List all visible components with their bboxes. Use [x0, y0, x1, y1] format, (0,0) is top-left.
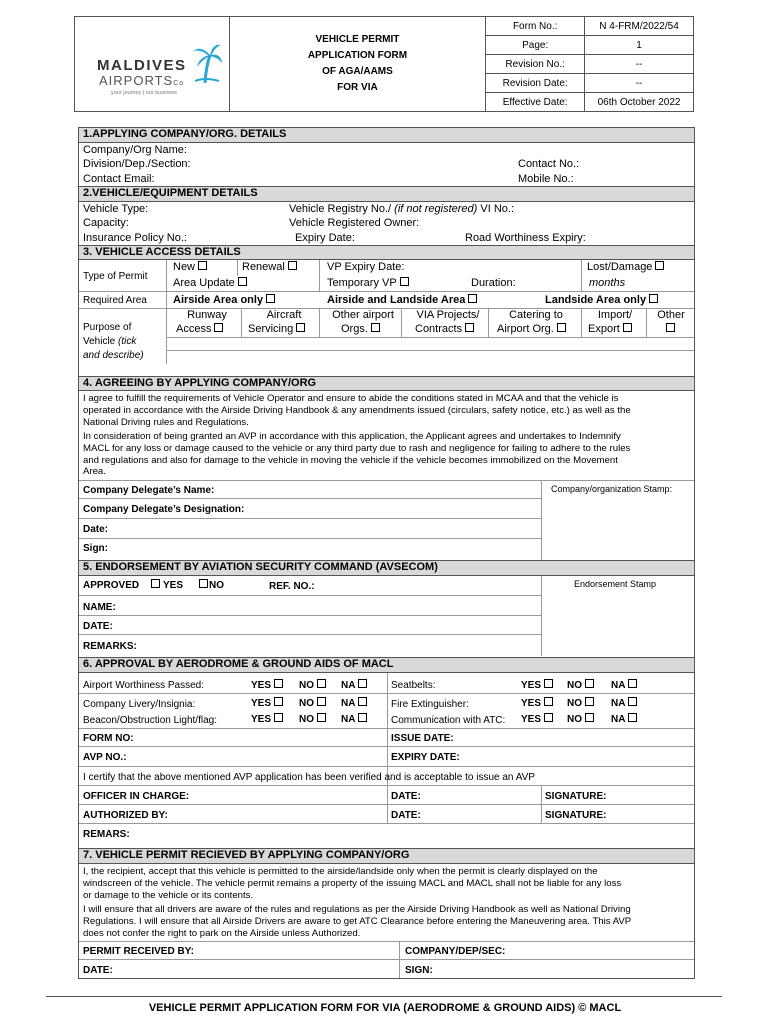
logo-tagline: your journey | our business	[111, 90, 177, 96]
check-na[interactable]: NA	[341, 713, 367, 726]
runway-access-label: Access	[176, 323, 212, 335]
purpose-label-2: Vehicle	[83, 336, 116, 347]
check-label: Communication with ATC:	[391, 715, 506, 726]
via-contracts-label: Contracts	[415, 323, 463, 335]
check-label: Airport Worthiness Passed:	[83, 680, 204, 691]
meta-label: Form No.:	[486, 17, 585, 36]
check-yes[interactable]: YES	[521, 679, 553, 692]
avp-no-field[interactable]: AVP NO.:	[83, 752, 127, 763]
meta-value: 06th October 2022	[585, 93, 694, 112]
avsecom-remarks-field[interactable]: REMARKS:	[83, 641, 137, 652]
check-label: Company Livery/Insignia:	[83, 699, 196, 710]
registry-note: (if not registered)	[394, 203, 478, 215]
section-7-title: 7. VEHICLE PERMIT RECIEVED BY APPLYING COMPANY/ORG	[79, 848, 694, 864]
airside-label: Airside Area only	[173, 294, 264, 306]
meta-value: --	[585, 74, 694, 93]
meta-label: Page:	[486, 36, 585, 55]
section-4-title: 4. AGREEING BY APPLYING COMPANY/ORG	[79, 376, 694, 391]
officer-signature-field[interactable]: SIGNATURE:	[545, 791, 607, 802]
receipt-date-field[interactable]: DATE:	[83, 965, 113, 976]
section-3-title: 3. VEHICLE ACCESS DETAILS	[79, 245, 694, 260]
mobile-field[interactable]: Mobile No.:	[518, 173, 574, 185]
company-name-field[interactable]: Company/Org Name:	[83, 144, 187, 156]
officer-date-field[interactable]: DATE:	[391, 791, 421, 802]
duration-field[interactable]: Duration:	[471, 277, 516, 289]
company-dep-field[interactable]: COMPANY/DEP/SEC:	[405, 946, 506, 957]
check-yes[interactable]: YES	[251, 697, 283, 710]
meta-label: Revision Date:	[486, 74, 585, 93]
check-na[interactable]: NA	[341, 697, 367, 710]
meta-label: Effective Date:	[486, 93, 585, 112]
purpose-label-3: (tick	[118, 336, 137, 347]
other-airport-checkbox[interactable]	[341, 323, 380, 336]
form-title	[229, 17, 486, 112]
catering-label: Catering to	[509, 309, 563, 321]
registry-label: Vehicle Registry No./	[289, 203, 392, 215]
division-field[interactable]: Division/Dep./Section:	[83, 158, 191, 170]
other-label: Other	[657, 309, 685, 321]
insurance-field[interactable]: Insurance Policy No.:	[83, 232, 187, 244]
other-checkbox[interactable]	[663, 323, 675, 336]
expiry-field[interactable]: Expiry Date:	[295, 232, 355, 244]
aircraft-servicing-checkbox[interactable]	[248, 323, 305, 336]
registry-field[interactable]	[289, 203, 514, 216]
other-airport-label: Other airport	[332, 309, 394, 321]
check-na[interactable]: NA	[341, 679, 367, 692]
owner-field[interactable]: Vehicle Registered Owner:	[289, 217, 420, 229]
section-5-title: 5. ENDORSEMENT BY AVIATION SECURITY COMMAND (AVSECOM)	[79, 560, 694, 576]
company-stamp-label: Company/organization Stamp:	[551, 484, 673, 494]
check-label: Fire Extinguisher:	[391, 699, 469, 710]
form-title-line: OF AGA/AAMS	[322, 66, 393, 77]
lost-damage-label: Lost/Damage	[587, 261, 653, 273]
certify-text: I certify that the above mentioned AVP application has been verified and is acceptable to issue an AVP	[83, 772, 535, 783]
agreement-paragraph-2: In consideration of being granted an AVP in accordance with this application, the Applicant agrees and undertakes to Indemnify MACL for any loss or damage caused to the vehicle or any third party due to rash and negligence for failing to adhere to the rules and regulations and also for damage to the vehicle in moving the vehicle if the vehicle becomes immobilized on the Movement Area.	[83, 431, 631, 478]
type-of-permit-label: Type of Permit	[83, 271, 148, 282]
approved-yes-checkbox[interactable]	[151, 579, 183, 592]
runway-access-checkbox[interactable]	[176, 323, 223, 336]
meta-value: --	[585, 55, 694, 74]
catering-checkbox[interactable]	[497, 323, 566, 336]
form-title-line: APPLICATION FORM	[307, 50, 408, 61]
check-na[interactable]: NA	[611, 697, 637, 710]
via-projects-label: VIA Projects/	[416, 309, 480, 321]
check-no[interactable]: NO	[299, 713, 326, 726]
logo-name: MALDIVES	[97, 57, 187, 74]
ref-no-field[interactable]: REF. NO.:	[269, 581, 315, 592]
sign-field[interactable]: Sign:	[83, 543, 108, 554]
purpose-label: Purpose of	[83, 322, 132, 333]
form-no-field[interactable]: FORM NO:	[83, 733, 134, 744]
receipt-paragraph-2: I will ensure that all drivers are aware of the rules and regulations as per the Airside Driving Handbook as well as National Driving Regulations. I will ensure that all Airside Drivers are aware to get ATC Clearance before entering the Maneuvering area. This AVP does not confer the right to park on the Airside unless Authorized.	[83, 904, 632, 939]
footer-divider	[46, 996, 722, 997]
logo-cell	[75, 17, 230, 112]
email-field[interactable]: Contact Email:	[83, 173, 155, 185]
new-checkbox[interactable]	[173, 261, 207, 274]
vehicle-type-field[interactable]: Vehicle Type:	[83, 203, 149, 215]
runway-label: Runway	[187, 309, 227, 321]
section-2-title: 2.VEHICLE/EQUIPMENT DETAILS	[79, 186, 694, 202]
agreement-paragraph-1: I agree to fulfill the requirements of Vehicle Operator and ensure to abide the conditions stated in MCAA and that the vehicle is operated in accordance with the Airside Driving Handbook & any amendments issued (circulars, safety notice, etc.) as well as the National Driving rules and Regulations.	[83, 393, 631, 428]
officer-field[interactable]: OFFICER IN CHARGE:	[83, 791, 190, 802]
check-no[interactable]: NO	[299, 679, 326, 692]
receipt-paragraph-1: I, the recipient, accept that this vehicle is permitted to the airside/landside only when the permit is clearly displayed on the windscreen of the vehicle. The vehicle permit remains a property of the issuing MACL and MACL shall not be liable for any loss or damage to the vehicle or its contents.	[83, 866, 622, 901]
authorized-signature-field[interactable]: SIGNATURE:	[545, 810, 607, 821]
area-update-checkbox[interactable]	[173, 277, 247, 290]
approved-label: APPROVED	[83, 580, 140, 591]
aircraft-label: Aircraft	[266, 309, 302, 321]
check-yes[interactable]: YES	[521, 697, 553, 710]
renewal-checkbox[interactable]	[242, 261, 297, 274]
area-update-label: Area Update	[173, 277, 235, 289]
check-na[interactable]: NA	[611, 679, 637, 692]
import-export-checkbox[interactable]	[588, 323, 632, 336]
months-label: months	[589, 277, 626, 289]
export-label: Export	[588, 323, 620, 335]
expiry-date-field[interactable]: EXPIRY DATE:	[391, 752, 460, 763]
check-label: Beacon/Obstruction Light/flag:	[83, 715, 217, 726]
form-title-line: FOR VIA	[337, 82, 378, 93]
macl-remarks-field[interactable]: REMARS:	[83, 829, 130, 840]
avsecom-date-field[interactable]: DATE:	[83, 621, 113, 632]
endorsement-stamp-label: Endorsement Stamp	[574, 579, 657, 589]
check-label: Seatbelts:	[391, 680, 436, 691]
import-label: Import/	[597, 309, 633, 321]
catering-airport-label: Airport Org.	[497, 323, 554, 335]
capacity-field[interactable]: Capacity:	[83, 217, 129, 229]
airside-checkbox[interactable]	[173, 294, 275, 307]
airside-landside-checkbox[interactable]	[327, 294, 477, 307]
date-field[interactable]: Date:	[83, 524, 109, 535]
required-area-label: Required Area	[83, 295, 147, 306]
section-1-title: 1.APPLYING COMPANY/ORG. DETAILS	[79, 128, 694, 143]
logo	[75, 17, 229, 111]
authorized-field[interactable]: AUTHORIZED BY:	[83, 810, 168, 821]
avsecom-name-field[interactable]: NAME:	[83, 602, 116, 613]
meta-value: 1	[585, 36, 694, 55]
airside-landside-label: Airside and Landside Area	[327, 294, 466, 306]
form-body	[78, 127, 695, 979]
meta-label: Revision No.:	[486, 55, 585, 74]
renewal-label: Renewal	[242, 261, 285, 273]
receipt-sign-field[interactable]: SIGN:	[405, 965, 433, 976]
road-worthiness-field[interactable]: Road Worthiness Expiry:	[465, 232, 586, 244]
palm-tree-icon	[191, 41, 223, 85]
check-yes[interactable]: YES	[251, 713, 283, 726]
meta-value: N 4-FRM/2022/54	[585, 17, 694, 36]
header-table	[74, 16, 694, 112]
registry-tail: VI No.:	[480, 203, 515, 215]
check-yes[interactable]: YES	[521, 713, 553, 726]
lost-damage-checkbox[interactable]	[587, 261, 664, 274]
delegate-designation-field[interactable]: Company Delegate’s Designation:	[83, 504, 245, 515]
temporary-vp-label: Temporary VP	[327, 277, 397, 289]
contact-no-field[interactable]: Contact No.:	[518, 158, 580, 170]
authorized-date-field[interactable]: DATE:	[391, 810, 421, 821]
temporary-vp-checkbox[interactable]	[327, 277, 409, 290]
check-no[interactable]: NO	[567, 679, 594, 692]
approved-no-checkbox[interactable]	[199, 579, 224, 592]
issue-date-field[interactable]: ISSUE DATE:	[391, 733, 454, 744]
section-6-title: 6. APPROVAL BY AERODROME & GROUND AIDS OF MACL	[79, 657, 694, 673]
check-no[interactable]: NO	[567, 713, 594, 726]
logo-name2: AIRPORTS	[99, 73, 174, 88]
aircraft-servicing-label: Servicing	[248, 323, 294, 335]
logo-suffix: Co	[173, 80, 185, 87]
check-yes[interactable]: YES	[251, 679, 283, 692]
via-contracts-checkbox[interactable]	[415, 323, 474, 336]
permit-received-field[interactable]: PERMIT RECEIVED BY:	[83, 946, 194, 957]
check-no[interactable]: NO	[299, 697, 326, 710]
vp-expiry-field[interactable]: VP Expiry Date:	[327, 261, 405, 273]
purpose-label-4: and describe)	[83, 350, 144, 361]
check-na[interactable]: NA	[611, 713, 637, 726]
check-no[interactable]: NO	[567, 697, 594, 710]
landside-label: Landside Area only	[545, 294, 647, 306]
footer-text: VEHICLE PERMIT APPLICATION FORM FOR VIA (AERODROME & GROUND AIDS) © MACL	[148, 1002, 622, 1014]
approved-no-label: NO	[209, 580, 224, 591]
other-airport-orgs-label: Orgs.	[341, 323, 368, 335]
delegate-name-field[interactable]: Company Delegate’s Name:	[83, 485, 215, 496]
form-title-line: VEHICLE PERMIT	[315, 34, 400, 45]
new-label: New	[173, 261, 196, 273]
landside-checkbox[interactable]	[545, 294, 658, 307]
approved-yes-label: YES	[163, 580, 184, 591]
